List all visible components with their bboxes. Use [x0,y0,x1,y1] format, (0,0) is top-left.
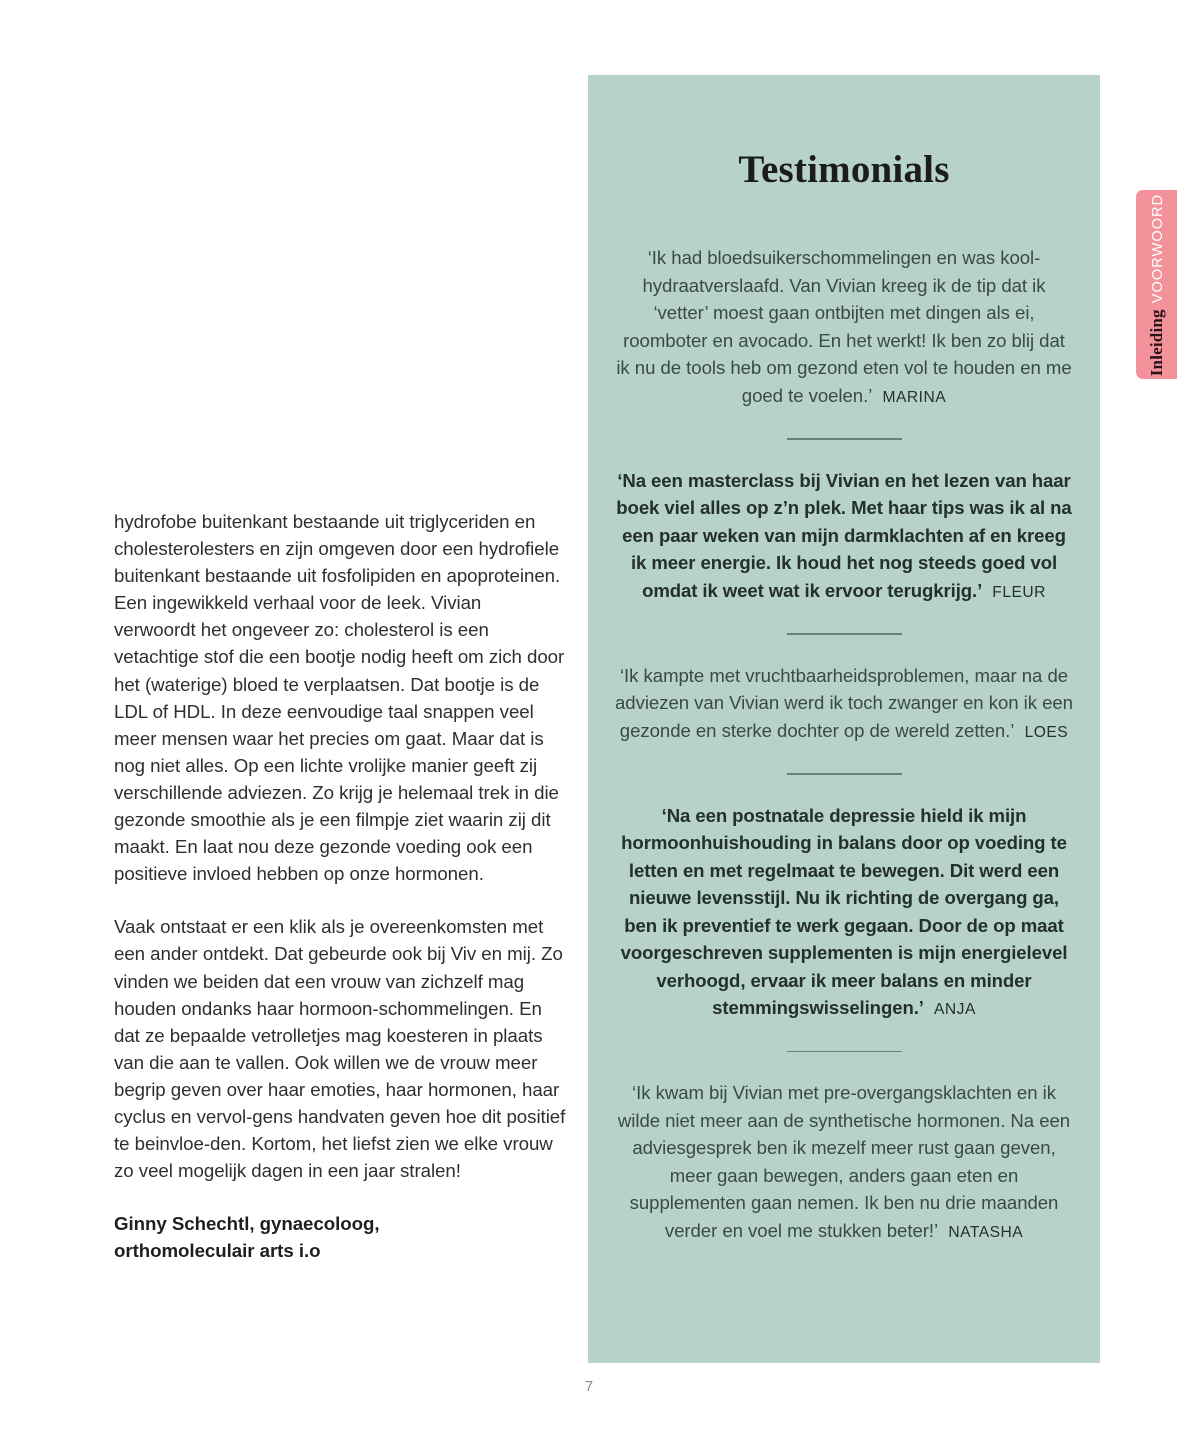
testimonial-item [614,467,1074,607]
testimonial-quote-text: ‘Na een postnatale depressie hield ik mijn hormoonhuishouding in balans door op voeding te letten en met regelmaat te bewegen. Dit werd een nieuwe levensstijl. Nu ik richting de overgang ga, ben ik preventief te werk gegaan. Door de op maat voorgeschreven supplementen is mijn energielevel verhoogd, ervaar ik meer balans en minder stemmingswisselingen.’ [620,804,1068,1019]
testimonial-quote-text: ‘Na een masterclass bij Vivian en het lezen van haar boek viel alles op z’n plek. Met haar tips was ik al na een paar weken van mijn darmklachten af en kreeg ik meer energie. Ik houd het nog steeds goed vol omdat ik weet wat ik ervoor terugkrijg.’ [616,469,1072,601]
testimonial-author: ANJA [933,1001,976,1019]
testimonial-author: MARINA [882,388,947,406]
testimonials-panel [588,75,1100,1363]
testimonial-quote [618,1082,1070,1241]
testimonial-item [614,1079,1074,1246]
body-text-column [114,508,566,1264]
testimonial-quote [621,805,1068,1019]
testimonial-divider [787,773,902,775]
testimonial-divider [787,438,902,440]
testimonial-divider [787,633,902,635]
body-paragraph-2: Vaak ontstaat er een klik als je overeenkomsten met een ander ontdekt. Dat gebeurde ook bij Viv en mij. Zo vinden we beiden dat een vrouw van zichzelf mag houden ondanks haar hormoon-schommelingen. En dat ze bepaalde vetrolletjes mag koesteren in plaats van die aan te vallen. Ook willen we de vrouw meer begrip geven over haar emoties, haar hormonen, haar cyclus en vervol-gens handvaten geven hoe dit positief te beinvloe-den. Kortom, het liefst zien we elke vrouw zo veel mogelijk dagen in een jaar stralen! [114,916,566,1182]
testimonial-quote [615,665,1073,741]
testimonial-quote-text: ‘Ik kampte met vruchtbaarheidsproblemen, maar na de adviezen van Vivian werd ik toch zwanger en kon ik een gezonde en sterke dochter op de wereld zetten.’ [615,664,1073,741]
testimonial-item [614,662,1074,747]
testimonial-quote-text: ‘Ik kwam bij Vivian met pre-overgangsklachten en ik wilde niet meer aan de synthetische hormonen. Na een adviesgesprek ben ik mezelf meer rust gaan geven, meer gaan bewegen, anders gaan eten en supplementen gaan nemen. Ik ben nu drie maanden verder en voel me stukken beter!’ [617,1082,1071,1241]
testimonial-divider [787,1051,902,1053]
testimonial-quote [616,247,1071,406]
author-signature-line-1: Ginny Schechtl, gynaecoloog, [114,1213,380,1235]
testimonial-author: FLEUR [992,583,1046,601]
testimonial-item [614,244,1074,411]
testimonial-item [614,802,1074,1024]
author-signature-line-2: orthomoleculair arts i.o [114,1240,321,1262]
chapter-tab-primary-label: Inleiding [1146,308,1166,376]
testimonials-title: Testimonials [738,148,950,191]
testimonial-author: LOES [1024,723,1069,741]
page-number: 7 [585,1379,594,1395]
testimonial-author: NATASHA [948,1223,1024,1241]
body-paragraph-1: hydrofobe buitenkant bestaande uit triglyceriden en cholesterolesters en zijn omgeven door een hydrofiele buitenkant bestaande uit fosfolipiden en apoproteinen. Een ingewikkeld verhaal voor de leek. Vivian verwoordt het ongeveer zo: cholesterol is een vetachtige stof die een bootje nodig heeft om zich door het (waterige) bloed te verplaatsen. Dat bootje is de LDL of HDL. In deze eenvoudige taal snappen veel meer mensen waar het precies om gaat. Maar dat is nog niet alles. Op een lichte vrolijke manier geeft zij verschillende adviezen. Zo krijg je helemaal trek in die gezonde smoothie als je een filmpje ziet waarin zij dit maakt. En laat nou deze gezonde voeding ook een positieve invloed hebben op onze hormonen. [114,511,565,885]
chapter-side-tab-inner [1147,193,1167,376]
testimonials-list [588,244,1100,1246]
testimonial-quote [616,470,1071,601]
testimonial-quote-text: ‘Ik had bloedsuikerschommelingen en was kool-hydraatverslaafd. Van Vivian kreeg ik de tip dat ik ‘vetter’ moest gaan ontbijten met dingen als ei, roomboter en avocado. En het werkt! Ik ben zo blij dat ik nu de tools heb om gezond eten vol te houden en me goed te voelen.’ [616,247,1072,406]
chapter-side-tab[interactable] [1136,190,1177,379]
chapter-tab-secondary-label: VOORWOORD [1149,193,1166,303]
